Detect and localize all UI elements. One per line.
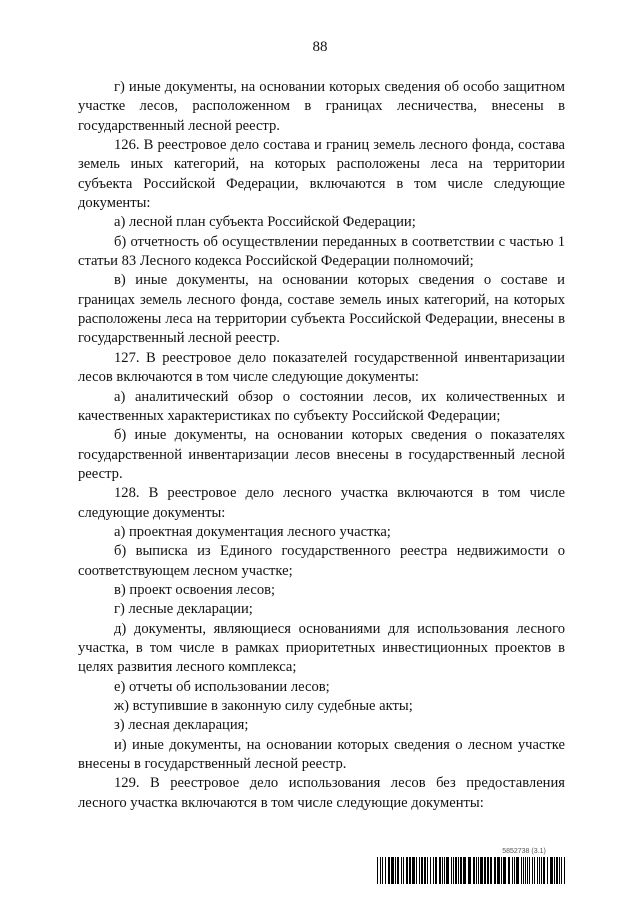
paragraph: в) проект освоения лесов;	[114, 581, 276, 598]
barcode-bar	[385, 857, 386, 884]
paragraph: и) иные документы, на основании которых сведения о лесном участке внесены в государственный лесной реестр.	[78, 736, 565, 773]
barcode-bar	[451, 857, 452, 884]
barcode-bar	[409, 857, 411, 884]
barcode-bar	[468, 857, 471, 884]
barcode-bar	[421, 857, 423, 884]
barcode-bar	[547, 857, 548, 884]
barcode-bar	[529, 857, 530, 884]
barcode-bar	[490, 857, 492, 884]
barcode-bar	[430, 857, 431, 884]
barcode-bar	[391, 857, 394, 884]
barcode-bar	[403, 857, 404, 884]
barcode-bar	[444, 857, 445, 884]
barcode-bar	[458, 857, 459, 884]
paragraph: 128. В реестровое дело лесного участка включаются в том числе следующие документы:	[78, 485, 565, 521]
paragraph: б) отчетность об осуществлении переданных в соответствии с частью 1 статьи 83 Лесного кодекса Российской Федерации полномочий;	[78, 233, 565, 270]
paragraph: ж) вступившие в законную силу судебные акты;	[114, 698, 413, 714]
barcode-bar	[537, 857, 538, 884]
barcode-bar	[514, 857, 515, 884]
paragraph: в) иные документы, на основании которых сведения о составе и границах земель лесного фонда, составе земель иных категорий, на которых расположены леса на территории субъекта Российской Федерации, внесены в государственный лесной реестр.	[78, 272, 565, 347]
paragraph: 126. В реестровое дело состава и границ земель лесного фонда, состава земель иных категорий, на которых расположены леса на территории субъекта Российской Федерации, включаются в том числе следующие документы:	[78, 137, 565, 212]
barcode-bar	[539, 857, 540, 884]
barcode-bar	[512, 857, 513, 884]
barcode-bar	[395, 857, 396, 884]
barcode-bar	[494, 857, 496, 884]
barcode-bar	[427, 857, 428, 884]
paragraph: 129. В реестровое дело использования лесов без предоставления лесного участка включаются в том числе следующие документы:	[78, 775, 565, 811]
barcode-bar	[541, 857, 542, 884]
barcode-bar	[446, 857, 449, 884]
barcode-bar	[527, 857, 528, 884]
barcode-bar	[442, 857, 443, 884]
barcode-bar	[516, 857, 519, 884]
barcode-bar	[406, 857, 408, 884]
barcode-bar	[534, 857, 535, 884]
barcode-bar	[377, 857, 378, 884]
barcode-bar	[508, 857, 510, 884]
paragraph: б) иные документы, на основании которых сведения о показателях государственной инвентаризации лесов внесены в государственный лесной реестр.	[78, 427, 565, 482]
barcode-bar	[382, 857, 383, 884]
barcode-bar	[460, 857, 462, 884]
barcode-bar	[419, 857, 420, 884]
barcode-bar	[435, 857, 437, 884]
barcode-bar	[478, 857, 479, 884]
barcode-bar	[476, 857, 477, 884]
paragraph: а) лесной план субъекта Российской Федерации;	[114, 214, 416, 231]
barcode-bar	[397, 857, 399, 884]
barcode-bar	[484, 857, 486, 884]
barcode-bar	[433, 857, 434, 884]
barcode-bar	[424, 857, 426, 884]
body-text	[78, 78, 565, 813]
barcode-bar	[480, 857, 483, 884]
barcode-bar	[487, 857, 489, 884]
barcode-bar	[473, 857, 475, 884]
page-number: 88	[312, 39, 328, 55]
paragraph: б) выписка из Единого государственного реестра недвижимости о соответствующем лесном участке;	[78, 543, 565, 579]
barcode-bar	[416, 857, 417, 884]
barcode-bar	[380, 857, 381, 884]
barcode-bar	[543, 857, 545, 884]
barcode-bar	[497, 857, 500, 884]
barcode-bar	[388, 857, 390, 884]
barcode-bar	[503, 857, 506, 884]
barcode-bar	[532, 857, 533, 884]
barcode-bar	[453, 857, 454, 884]
paragraph: д) документы, являющиеся основаниями для использования лесного участка, в том числе в рамках приоритетных инвестиционных проектов в целях развития лесного комплекса;	[78, 620, 565, 676]
barcode-bar	[401, 857, 402, 884]
paragraph: а) аналитический обзор о состоянии лесов, их количественных и качественных характеристиках по субъекту Российской Федерации;	[78, 388, 565, 424]
barcode-bar	[559, 857, 560, 884]
barcode-bar	[455, 857, 457, 884]
document-code: 5852738 (3.1)	[502, 848, 546, 855]
paragraph: е) отчеты об использовании лесов;	[114, 678, 330, 695]
barcode	[377, 857, 565, 884]
barcode-bar	[554, 857, 555, 884]
barcode-bar	[521, 857, 522, 884]
paragraph: з) лесная декларация;	[114, 717, 249, 734]
paragraph: а) проектная документация лесного участка;	[114, 523, 391, 540]
paragraph: г) лесные декларации;	[114, 601, 253, 618]
barcode-bar	[439, 857, 441, 884]
barcode-bar	[561, 857, 562, 884]
barcode-bar	[523, 857, 524, 884]
barcode-bar	[525, 857, 526, 884]
barcode-bar	[556, 857, 558, 884]
barcode-bar	[501, 857, 502, 884]
barcode-bar	[564, 857, 565, 884]
paragraph: 127. В реестровое дело показателей государственной инвентаризации лесов включаются в том числе следующие документы:	[78, 349, 565, 386]
paragraph: г) иные документы, на основании которых сведения об особо защитном участке лесов, расположенном в границах лесничества, внесены в государственный лесной реестр.	[78, 79, 565, 134]
barcode-bar	[412, 857, 415, 884]
barcode-bar	[550, 857, 553, 884]
barcode-bar	[463, 857, 466, 884]
